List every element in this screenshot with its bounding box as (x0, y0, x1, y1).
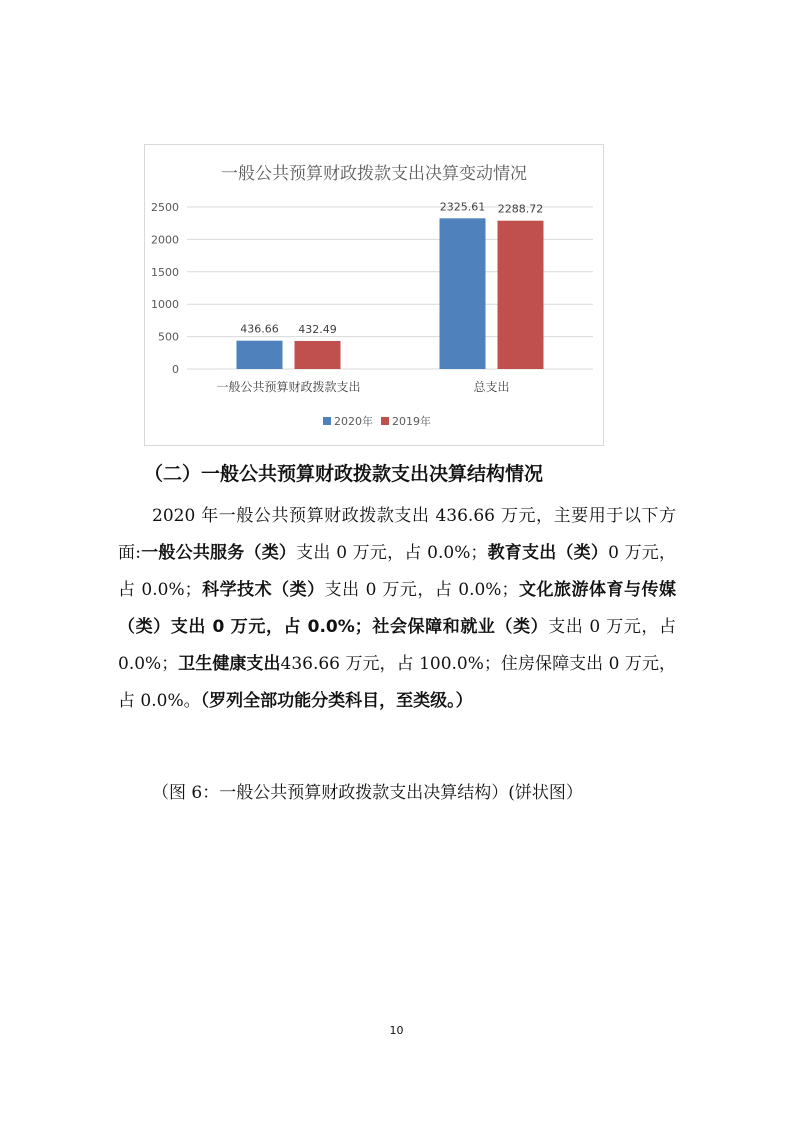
category-culture-sports: 文化旅游体育与传媒（类）支出 0 万元，占 0.0%； (118, 580, 677, 637)
bar-value-label: 432.49 (298, 322, 337, 336)
bar (440, 218, 486, 369)
legend-label: 2020年 (334, 415, 373, 428)
text-general-public-services: 支出 0 万元，占 0.0%； (296, 543, 488, 563)
y-tick-label: 0 (172, 363, 179, 376)
text-education: 0 万元，占 0.0%； (118, 543, 677, 600)
bar-chart (144, 144, 604, 446)
chart-title: 一般公共预算财政拨款支出决算变动情况 (221, 164, 527, 184)
text-health-housing: 436.66 万元，占 100.0%；住房保障支出 0 万元，占 0.0%。 (118, 654, 676, 711)
legend-swatch (323, 417, 331, 425)
y-tick-label: 2500 (151, 201, 179, 214)
figure-caption: （图 6：一般公共预算财政拨款支出决算结构）(饼状图） (152, 783, 583, 803)
category-education: 教育支出（类） (487, 543, 609, 563)
section-heading: （二）一般公共预算财政拨款支出决算结构情况 (144, 463, 544, 485)
y-tick-label: 1000 (151, 298, 179, 312)
y-tick-label: 1500 (151, 265, 179, 279)
page-number: 10 (389, 1024, 404, 1037)
y-tick-label: 2000 (151, 233, 179, 247)
note-list-all: （罗列全部功能分类科目，至类级。） (200, 691, 473, 711)
legend-swatch (381, 417, 389, 425)
x-category-label: 一般公共预算财政拨款支出 (216, 380, 361, 394)
bar-value-label: 436.66 (240, 322, 279, 336)
bar (295, 341, 341, 369)
body-paragraph (118, 498, 676, 720)
bar (237, 341, 283, 369)
bar (498, 221, 544, 369)
bar-value-label: 2325.61 (439, 200, 486, 214)
category-health: 卫生健康支出 (178, 654, 281, 674)
category-social-security: 社会保障和就业（类） (371, 617, 549, 637)
legend-label: 2019年 (392, 415, 431, 428)
x-category-label: 总支出 (473, 380, 510, 394)
bar-value-label: 2288.72 (497, 202, 544, 216)
text-science: 支出 0 万元，占 0.0%； (324, 580, 519, 600)
paragraph-intro: 2020 年一般公共预算财政拨款支出 436.66 万元，主要用于以下方面: (118, 506, 676, 563)
bar-chart-canvas (145, 145, 603, 445)
y-tick-label: 500 (158, 330, 179, 344)
text-social-security: 支出 0 万元，占 0.0%； (118, 617, 677, 674)
category-science: 科学技术（类） (201, 580, 325, 600)
category-general-public-services: 一般公共服务（类） (140, 543, 297, 563)
